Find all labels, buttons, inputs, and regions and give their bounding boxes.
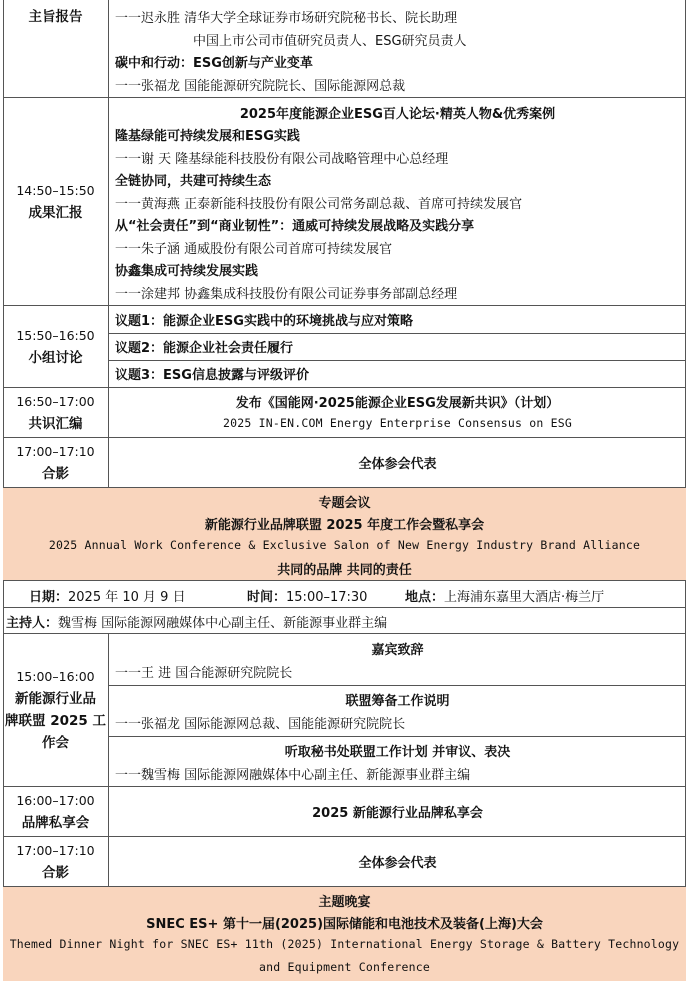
photo-2-label-cell xyxy=(3,837,109,886)
keynote-topic: 碳中和行动：ESG创新与产业变革 xyxy=(115,56,313,71)
alliance-section-2 xyxy=(109,685,686,737)
group-topic-2-cell xyxy=(109,333,686,361)
dinner-english-1: Themed Dinner Night for SNEC ES+ 11th (2025) International Energy Storage & Battery Technology xyxy=(9,937,680,951)
keynote-speaker-2: 一一张福龙 国能能源研究院院长、国际能源网总裁 xyxy=(115,79,406,94)
consensus-title: 发布《国能网·2025能源企业ESG发展新共识》（计划） xyxy=(235,396,560,411)
results-content xyxy=(109,98,686,305)
alliance-section-2-title: 联盟筹备工作说明 xyxy=(345,694,450,709)
keynote-label-cell xyxy=(3,0,109,97)
keynote-speaker-1-title: 中国上市公司市值研究员责人、ESG研究员责人 xyxy=(193,34,467,49)
results-header: 2025年度能源企业ESG百人论坛·精英人物&优秀案例 xyxy=(239,107,556,122)
results-speaker-3: 一一朱子涵 通威股份有限公司首席可持续发展官 xyxy=(115,242,393,257)
group-topic-2: 议题2：能源企业社会责任履行 xyxy=(115,341,294,356)
alliance-section-1-speaker: 一一王 进 国合能源研究院院长 xyxy=(115,666,293,681)
alliance-section-1-title: 嘉宾致辞 xyxy=(371,643,424,658)
place-label: 地点： xyxy=(405,590,445,605)
photo-1-participants: 全体参会代表 xyxy=(358,457,437,472)
time-value: 15:00–17:30 xyxy=(286,590,368,605)
photo-2-label: 合影 xyxy=(42,864,69,881)
results-speaker-1: 一一谢 天 隆基绿能科技股份有限公司战略管理中心总经理 xyxy=(115,152,449,167)
results-label: 成果汇报 xyxy=(28,204,83,221)
consensus-label: 共识汇编 xyxy=(28,415,83,432)
alliance-label-cell xyxy=(3,634,109,786)
results-case-1: 隆基绿能可持续发展和ESG实践 xyxy=(115,129,300,144)
group-label: 小组讨论 xyxy=(28,349,83,366)
photo-row-1 xyxy=(3,438,686,488)
special-meeting-label: 专题会议 xyxy=(318,496,371,511)
consensus-time: 16:50–17:00 xyxy=(16,393,95,409)
salon-content xyxy=(109,787,686,836)
alliance-label-2: 牌联盟 2025 工 xyxy=(5,713,106,729)
host-label: 主持人： xyxy=(6,616,59,631)
photo-2-content xyxy=(109,837,686,886)
alliance-section-3-speaker: 一一魏雪梅 国际能源网融媒体中心副主任、新能源事业群主编 xyxy=(115,768,471,783)
group-row xyxy=(3,306,686,388)
host-row xyxy=(3,608,686,634)
keynote-content xyxy=(109,0,686,97)
date-value: 2025 年 10 月 9 日 xyxy=(68,590,186,605)
salon-label-cell xyxy=(3,787,109,836)
time-label: 时间： xyxy=(247,590,287,605)
meeting-place xyxy=(405,586,682,605)
photo-1-label-cell xyxy=(3,438,109,487)
dinner-label: 主题晚宴 xyxy=(318,895,371,910)
results-time: 14:50–15:50 xyxy=(16,182,95,198)
alliance-row xyxy=(3,634,686,787)
keynote-speaker-1: 一一迟永胜 清华大学全球证券市场研究院秘书长、院长助理 xyxy=(115,11,458,26)
dinner-title: SNEC ES+ 第十一届(2025)国际储能和电池技术及装备(上海)大会 xyxy=(146,917,543,932)
consensus-label-cell xyxy=(3,388,109,437)
consensus-subtitle: 2025 IN-EN.COM Energy Enterprise Consensus on ESG xyxy=(222,416,573,430)
salon-label: 品牌私享会 xyxy=(21,814,90,831)
group-topic-1: 议题1：能源企业ESG实践中的环境挑战与应对策略 xyxy=(115,314,413,329)
group-topic-1-cell xyxy=(109,306,686,334)
keynote-row xyxy=(3,0,686,98)
photo-1-content xyxy=(109,438,686,487)
group-topic-3: 议题3：ESG信息披露与评级评价 xyxy=(115,368,309,383)
alliance-content xyxy=(109,634,686,786)
special-meeting-slogan: 共同的品牌 共同的责任 xyxy=(277,563,412,578)
photo-1-label: 合影 xyxy=(42,465,69,482)
results-label-cell xyxy=(3,98,109,305)
photo-2-participants: 全体参会代表 xyxy=(358,856,437,871)
alliance-time: 15:00–16:00 xyxy=(16,669,95,684)
consensus-row xyxy=(3,388,686,438)
alliance-label-1: 新能源行业品 xyxy=(15,691,96,707)
salon-row xyxy=(3,787,686,837)
keynote-label: 主旨报告 xyxy=(28,9,83,25)
special-meeting-english: 2025 Annual Work Conference & Exclusive Salon of New Energy Industry Brand Alliance xyxy=(48,538,641,552)
alliance-section-3-title: 听取秘书处联盟工作计划 并审议、表决 xyxy=(284,745,511,760)
special-meeting-banner xyxy=(3,488,686,581)
alliance-section-2-speaker: 一一张福龙 国际能源网总裁、国能能源研究院院长 xyxy=(115,717,406,732)
place-value: 上海浦东嘉里大酒店·梅兰厅 xyxy=(444,590,605,605)
dinner-english-2: and Equipment Conference xyxy=(259,960,430,974)
results-case-2: 全链协同，共建可持续生态 xyxy=(115,174,272,189)
photo-2-time: 17:00–17:10 xyxy=(16,842,95,858)
consensus-content xyxy=(109,388,686,437)
salon-title: 2025 新能源行业品牌私享会 xyxy=(312,806,483,821)
salon-time: 16:00–17:00 xyxy=(16,792,95,808)
alliance-section-1 xyxy=(109,634,686,686)
host-value: 魏雪梅 国际能源网融媒体中心副主任、新能源事业群主编 xyxy=(58,616,388,631)
dinner-banner xyxy=(3,887,686,981)
results-case-4: 协鑫集成可持续发展实践 xyxy=(115,264,259,279)
group-label-cell xyxy=(3,306,109,387)
results-case-3: 从“社会责任”到“商业韧性”：通威可持续发展战略及实践分享 xyxy=(115,219,475,234)
special-meeting-title: 新能源行业品牌联盟 2025 年度工作会暨私享会 xyxy=(204,518,485,533)
group-content xyxy=(109,306,686,387)
photo-row-2 xyxy=(3,837,686,887)
photo-1-time: 17:00–17:10 xyxy=(16,443,95,459)
alliance-label-3: 作会 xyxy=(42,735,69,751)
host-info xyxy=(6,612,682,631)
meeting-info-row xyxy=(3,581,686,608)
date-label: 日期： xyxy=(29,590,69,605)
results-speaker-4: 一一涂建邦 协鑫集成科技股份有限公司证券事务部副总经理 xyxy=(115,287,458,302)
results-row xyxy=(3,98,686,306)
results-speaker-2: 一一黄海燕 正泰新能科技股份有限公司常务副总裁、首席可持续发展官 xyxy=(115,197,523,212)
group-time: 15:50–16:50 xyxy=(16,327,95,343)
